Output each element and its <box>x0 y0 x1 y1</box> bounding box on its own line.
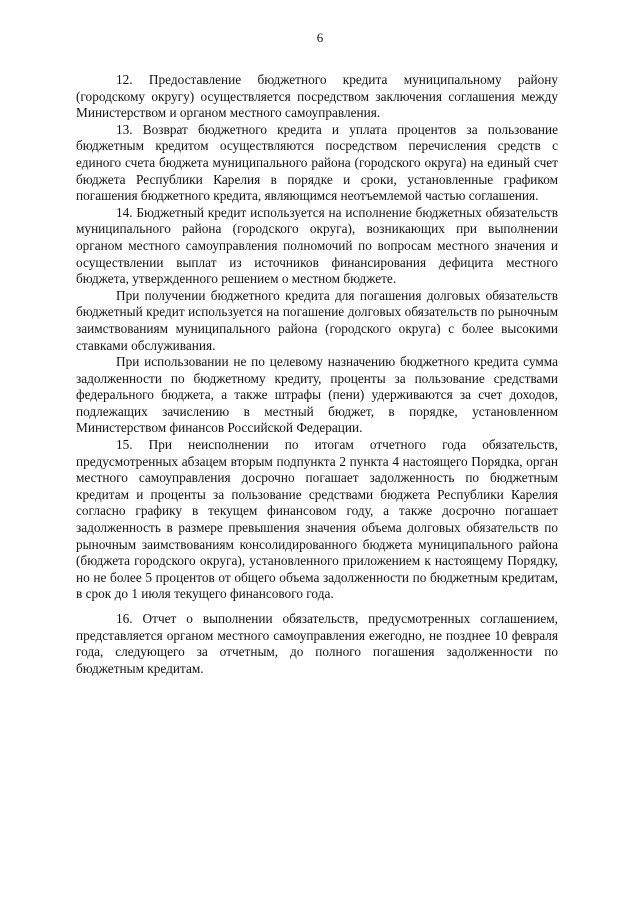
paragraph-14: 14. Бюджетный кредит используется на исполнение бюджетных обязательств муниципального района (городского округа), возникающих при выполнении органом местного самоуправления полномочий по вопросам местного значения и осуществлении выплат из источников финансирования дефицита местного бюджета, утвержденного решением о местном бюджете. <box>76 204 558 287</box>
paragraph-13: 13. Возврат бюджетного кредита и уплата процентов за пользование бюджетным кредитом осуществляются посредством перечисления средств с единого счета бюджета муниципального района (городского округа) на единый счет бюджета Республики Карелия в порядке и сроки, установленные графиком погашения бюджетного кредита, являющимся неотъемлемой частью соглашения. <box>76 121 558 204</box>
paragraph-16: 16. Отчет о выполнении обязательств, предусмотренных соглашением, представляется органом местного самоуправления ежегодно, не позднее 10 февраля года, следующего за отчетным, до полного погашения задолженности по бюджетным кредитам. <box>76 611 558 676</box>
paragraph-14-debt-repayment: При получении бюджетного кредита для погашения долговых обязательств бюджетный кредит используется на погашение долговых обязательств по рыночным заимствованиям муниципального района (городского округа) с более высокими ставками обслуживания. <box>76 287 558 353</box>
document-body <box>76 72 558 677</box>
paragraph-14-misuse: При использовании не по целевому назначению бюджетного кредита сумма задолженности по бюджетному кредиту, проценты за пользование средствами федерального бюджета, а также штрафы (пени) удерживаются за счет доходов, подлежащих зачислению в местный бюджет, в порядке, установленном Министерством финансов Российской Федерации. <box>76 354 558 436</box>
paragraph-15: 15. При неисполнении по итогам отчетного года обязательств, предусмотренных абзацем вторым подпункта 2 пункта 4 настоящего Порядка, орган местного самоуправления досрочно погашает задолженность по бюджетным кредитам и проценты за пользование средствами бюджета Республики Карелия согласно графику в текущем финансовом году, а также досрочно погашает задолженность в размере превышения значения объема долговых обязательств по рыночным заимствованиям консолидированного бюджета муниципального района (бюджета городского округа), установленного приложением к настоящему Порядку, но не более 5 процентов от общего объема задолженности по бюджетным кредитам, в срок до 1 июля текущего финансового года. <box>76 437 558 602</box>
page-number: 6 <box>316 30 324 45</box>
paragraph-12: 12. Предоставление бюджетного кредита муниципальному району (городскому округу) осуществляется посредством заключения соглашения между Министерством и органом местного самоуправления. <box>76 72 558 121</box>
